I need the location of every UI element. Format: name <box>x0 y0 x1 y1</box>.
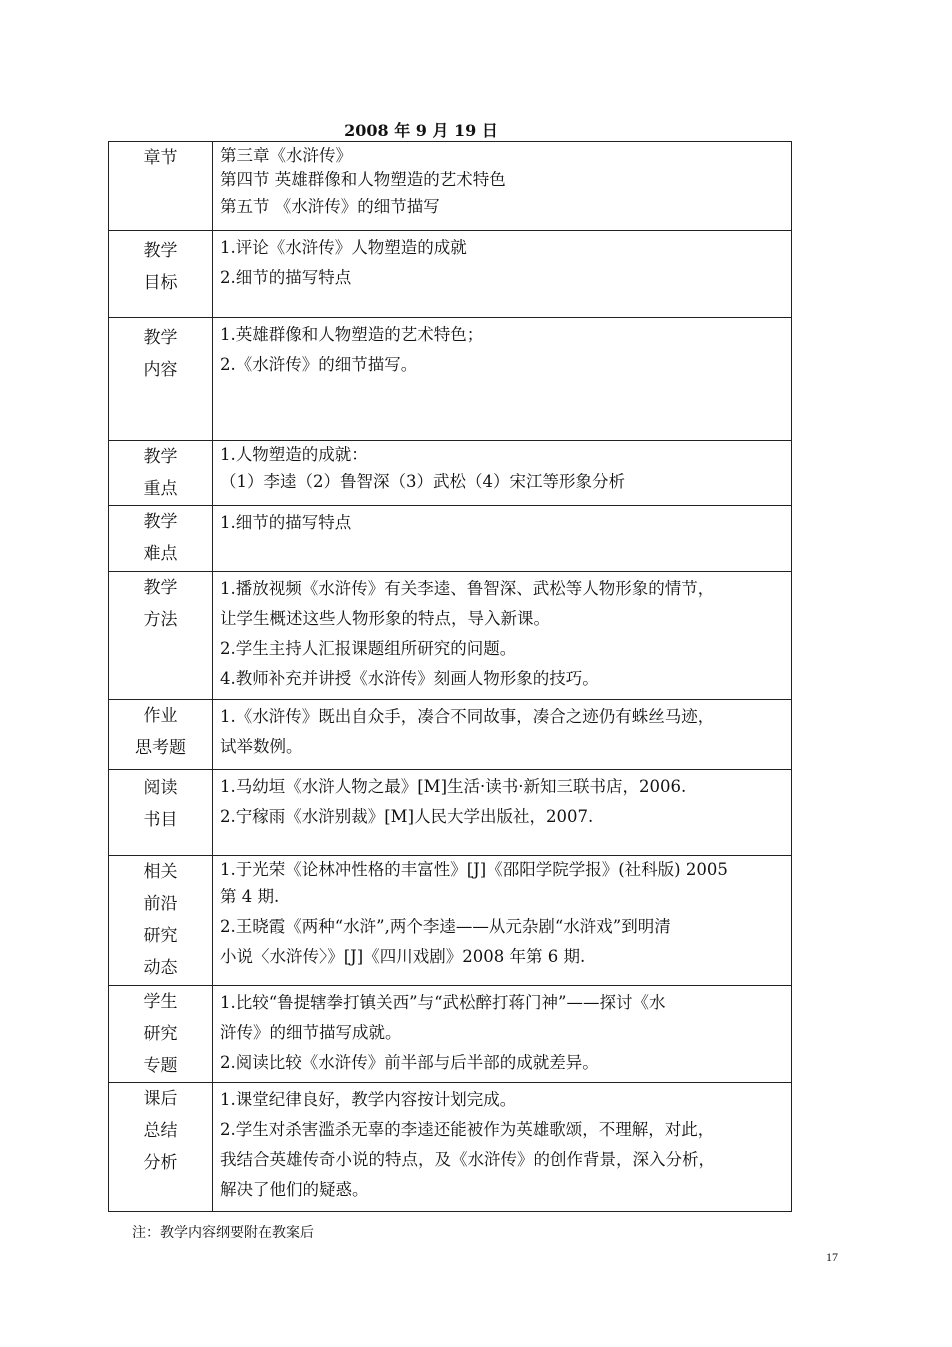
table-row-content <box>109 318 792 441</box>
row-label-text: 教学 <box>143 578 178 598</box>
content-line: 1.课堂纪律良好，教学内容按计划完成。 <box>220 1090 517 1109</box>
content-line: 2.《水浒传》的细节描写。 <box>220 355 418 374</box>
row-label-text: 思考题 <box>135 738 186 758</box>
content-line: （1）李逵（2）鲁智深（3）武松（4）宋江等形象分析 <box>220 472 625 491</box>
row-label-text: 阅读 <box>143 778 178 798</box>
table-row-reading-list <box>109 770 792 856</box>
row-label <box>109 572 213 700</box>
row-content <box>213 441 792 506</box>
row-label-text: 难点 <box>143 544 178 564</box>
content-line: 小说〈水浒传〉》[J]《四川戏剧》2008 年第 6 期. <box>220 947 586 966</box>
content-line: 浒传》的细节描写成就。 <box>220 1023 402 1042</box>
content-line: 我结合英雄传奇小说的特点，及《水浒传》的创作背景，深入分析， <box>220 1150 715 1169</box>
row-label-text: 专题 <box>143 1056 178 1076</box>
row-label-text: 目标 <box>143 273 178 293</box>
table-row-homework <box>109 700 792 770</box>
content-line: 1.英雄群像和人物塑造的艺术特色； <box>220 325 484 344</box>
row-content <box>213 506 792 572</box>
table-row-key-points <box>109 441 792 506</box>
row-label <box>109 770 213 856</box>
row-label-text: 章节 <box>143 148 178 168</box>
row-label-text: 课后 <box>143 1089 178 1109</box>
table-row-methods <box>109 572 792 700</box>
row-label-text: 教学 <box>143 241 178 261</box>
row-content <box>213 700 792 770</box>
row-label-text: 分析 <box>143 1153 178 1173</box>
row-label-text: 前沿 <box>143 894 178 914</box>
content-line: 2.王晓霞《两种“水浒”,两个李逵——从元杂剧“水浒戏”到明清 <box>220 917 671 936</box>
content-line: 2.细节的描写特点 <box>220 268 352 287</box>
row-content <box>213 572 792 700</box>
row-label <box>109 142 213 231</box>
row-label-text: 动态 <box>143 958 178 978</box>
content-line: 解决了他们的疑惑。 <box>220 1180 369 1199</box>
row-label-text: 内容 <box>143 360 178 380</box>
content-line: 2.学生主持人汇报课题组所研究的问题。 <box>220 639 517 658</box>
table-row-research-trends <box>109 856 792 986</box>
row-content <box>213 856 792 986</box>
content-line: 1.《水浒传》既出自众手，凑合不同故事，凑合之迹仍有蛛丝马迹， <box>220 707 715 726</box>
row-content <box>213 1083 792 1212</box>
content-line: 2.学生对杀害滥杀无辜的李逵还能被作为英雄歌颂，不理解，对此， <box>220 1120 715 1139</box>
content-line: 4.教师补充并讲授《水浒传》刻画人物形象的技巧。 <box>220 669 599 688</box>
table-row-student-research <box>109 986 792 1083</box>
row-content <box>213 986 792 1083</box>
content-line: 1.于光荣《论林冲性格的丰富性》[J]《邵阳学院学报》(社科版) 2005 <box>220 860 728 879</box>
row-content <box>213 231 792 318</box>
content-line: 2.阅读比较《水浒传》前半部与后半部的成就差异。 <box>220 1053 599 1072</box>
table-row-objectives <box>109 231 792 318</box>
row-content <box>213 770 792 856</box>
content-line: 1.马幼垣《水浒人物之最》[M]生活·读书·新知三联书店，2006. <box>220 777 687 796</box>
row-label-text: 教学 <box>143 447 178 467</box>
content-line: 1.评论《水浒传》人物塑造的成就 <box>220 238 467 257</box>
row-label-text: 研究 <box>143 1024 178 1044</box>
content-line: 试举数例。 <box>220 737 303 756</box>
lesson-plan-table <box>108 141 792 1212</box>
row-content <box>213 142 792 231</box>
row-label-text: 书目 <box>143 810 178 830</box>
content-line: 第五节 《水浒传》的细节描写 <box>220 197 440 216</box>
row-label-text: 学生 <box>143 992 178 1012</box>
row-label-text: 相关 <box>143 862 178 882</box>
row-label <box>109 986 213 1083</box>
document-date: 2008 年 9 月 19 日 <box>344 121 498 140</box>
content-line: 1.比较“鲁提辖拳打镇关西”与“武松醉打蒋门神”——探讨《水 <box>220 993 666 1012</box>
content-line: 第 4 期. <box>220 887 280 906</box>
row-label-text: 作业 <box>143 706 178 726</box>
row-label <box>109 1083 213 1212</box>
table-row-difficulties <box>109 506 792 572</box>
content-line: 2.宁稼雨《水浒别裁》[M]人民大学出版社，2007. <box>220 807 594 826</box>
table-row-summary <box>109 1083 792 1212</box>
row-label-text: 总结 <box>143 1121 178 1141</box>
row-content <box>213 318 792 441</box>
content-line: 第四节 英雄群像和人物塑造的艺术特色 <box>220 170 506 189</box>
row-label <box>109 856 213 986</box>
row-label-text: 教学 <box>143 328 178 348</box>
page-number: 17 <box>826 1250 838 1264</box>
row-label-text: 教学 <box>143 512 178 532</box>
row-label-text: 方法 <box>143 610 178 630</box>
content-line: 让学生概述这些人物形象的特点，导入新课。 <box>220 609 550 628</box>
table-row-chapter <box>109 142 792 231</box>
row-label <box>109 700 213 770</box>
footnote: 注：教学内容纲要附在教案后 <box>132 1225 314 1241</box>
row-label <box>109 441 213 506</box>
row-label-text: 重点 <box>143 479 178 499</box>
content-line: 1.播放视频《水浒传》有关李逵、鲁智深、武松等人物形象的情节， <box>220 579 715 598</box>
content-line: 第三章《水浒传》 <box>220 146 352 165</box>
row-label-text: 研究 <box>143 926 178 946</box>
row-label <box>109 231 213 318</box>
row-label <box>109 506 213 572</box>
content-line: 1.人物塑造的成就： <box>220 445 368 464</box>
row-label <box>109 318 213 441</box>
content-line: 1.细节的描写特点 <box>220 513 352 532</box>
